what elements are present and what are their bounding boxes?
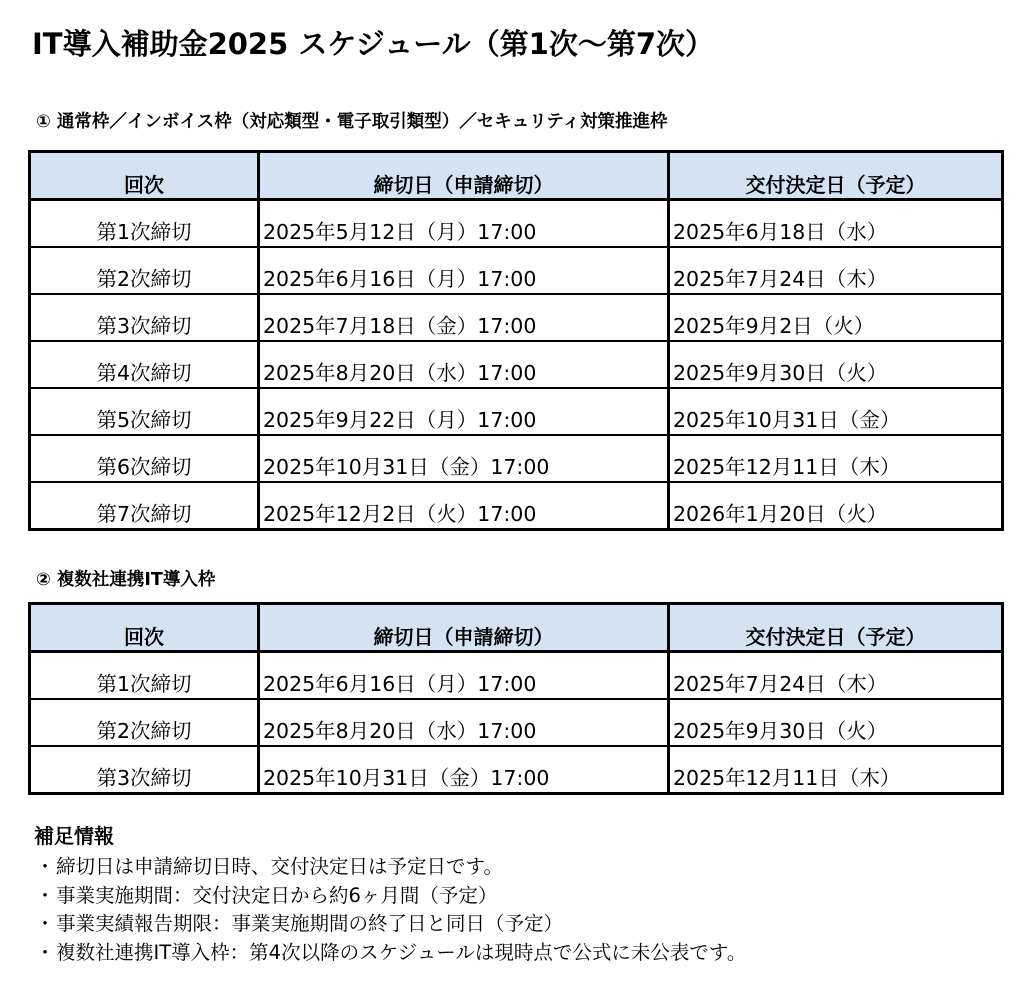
cell-deadline: 2025年5月12日（月）17:00 bbox=[259, 200, 669, 248]
note-text: 締切日は申請締切日時、交付決定日は予定日です。 bbox=[56, 855, 503, 878]
cell-round: 第4次締切 bbox=[30, 341, 259, 388]
cell-deadline: 2025年6月16日（月）17:00 bbox=[259, 247, 669, 294]
column-header-round: 回次 bbox=[30, 604, 259, 652]
table-header-row bbox=[30, 152, 1003, 200]
bullet-icon: ・ bbox=[35, 940, 55, 964]
table-row bbox=[30, 435, 1003, 482]
table-header-row bbox=[30, 604, 1003, 652]
note-item bbox=[34, 853, 746, 882]
note-text: 事業実施期間：交付決定日から約6ヶ月間（予定） bbox=[56, 883, 498, 907]
cell-decision-date: 2025年9月30日（火） bbox=[669, 699, 1003, 746]
cell-decision-date: 2025年9月2日（火） bbox=[669, 294, 1003, 341]
column-header-deadline: 締切日（申請締切） bbox=[259, 152, 669, 200]
cell-deadline: 2025年9月22日（月）17:00 bbox=[259, 388, 669, 435]
table-row bbox=[30, 482, 1003, 530]
cell-round: 第1次締切 bbox=[30, 652, 259, 700]
cell-round: 第3次締切 bbox=[30, 746, 259, 794]
cell-decision-date: 2025年9月30日（火） bbox=[669, 341, 1003, 388]
cell-decision-date: 2025年12月11日（木） bbox=[669, 746, 1003, 794]
bullet-icon: ・ bbox=[35, 855, 55, 878]
cell-round: 第1次締切 bbox=[30, 200, 259, 248]
cell-round: 第3次締切 bbox=[30, 294, 259, 341]
note-item bbox=[34, 910, 746, 939]
section2-heading: ② 複数社連携IT導入枠 bbox=[36, 570, 216, 590]
notes-list bbox=[34, 853, 746, 967]
cell-decision-date: 2025年7月24日（木） bbox=[669, 247, 1003, 294]
supplementary-info bbox=[34, 820, 746, 967]
cell-round: 第2次締切 bbox=[30, 247, 259, 294]
cell-decision-date: 2025年6月18日（水） bbox=[669, 200, 1003, 248]
cell-decision-date: 2026年1月20日（火） bbox=[669, 482, 1003, 530]
cell-deadline: 2025年12月2日（火）17:00 bbox=[259, 482, 669, 530]
table-row bbox=[30, 388, 1003, 435]
cell-round: 第6次締切 bbox=[30, 435, 259, 482]
notes-title: 補足情報 bbox=[34, 824, 114, 848]
column-header-decision-date: 交付決定日（予定） bbox=[669, 604, 1003, 652]
cell-round: 第2次締切 bbox=[30, 699, 259, 746]
bullet-icon: ・ bbox=[35, 912, 55, 935]
bullet-icon: ・ bbox=[35, 883, 55, 907]
column-header-deadline: 締切日（申請締切） bbox=[259, 604, 669, 652]
cell-deadline: 2025年10月31日（金）17:00 bbox=[259, 746, 669, 794]
cell-decision-date: 2025年12月11日（木） bbox=[669, 435, 1003, 482]
table-row bbox=[30, 699, 1003, 746]
cell-round: 第5次締切 bbox=[30, 388, 259, 435]
cell-decision-date: 2025年7月24日（木） bbox=[669, 652, 1003, 700]
note-item bbox=[34, 882, 746, 911]
column-header-round: 回次 bbox=[30, 152, 259, 200]
schedule-table-multi-company bbox=[28, 602, 1004, 795]
cell-deadline: 2025年10月31日（金）17:00 bbox=[259, 435, 669, 482]
cell-round: 第7次締切 bbox=[30, 482, 259, 530]
table-row bbox=[30, 652, 1003, 700]
cell-decision-date: 2025年10月31日（金） bbox=[669, 388, 1003, 435]
table-row bbox=[30, 341, 1003, 388]
cell-deadline: 2025年6月16日（月）17:00 bbox=[259, 652, 669, 700]
schedule-table-standard bbox=[28, 150, 1004, 531]
cell-deadline: 2025年7月18日（金）17:00 bbox=[259, 294, 669, 341]
note-text: 複数社連携IT導入枠：第4次以降のスケジュールは現時点で公式に未公表です。 bbox=[56, 940, 747, 964]
page-title: IT導入補助金2025 スケジュール（第1次～第7次） bbox=[32, 27, 714, 61]
table-row bbox=[30, 294, 1003, 341]
cell-deadline: 2025年8月20日（水）17:00 bbox=[259, 341, 669, 388]
note-text: 事業実績報告期限：事業実施期間の終了日と同日（予定） bbox=[56, 912, 564, 935]
table-row bbox=[30, 746, 1003, 794]
section1-heading: ① 通常枠／インボイス枠（対応類型・電子取引類型）／セキュリティ対策推進枠 bbox=[36, 112, 668, 132]
table-row bbox=[30, 247, 1003, 294]
column-header-decision-date: 交付決定日（予定） bbox=[669, 152, 1003, 200]
table-row bbox=[30, 200, 1003, 248]
cell-deadline: 2025年8月20日（水）17:00 bbox=[259, 699, 669, 746]
note-item bbox=[34, 939, 746, 968]
